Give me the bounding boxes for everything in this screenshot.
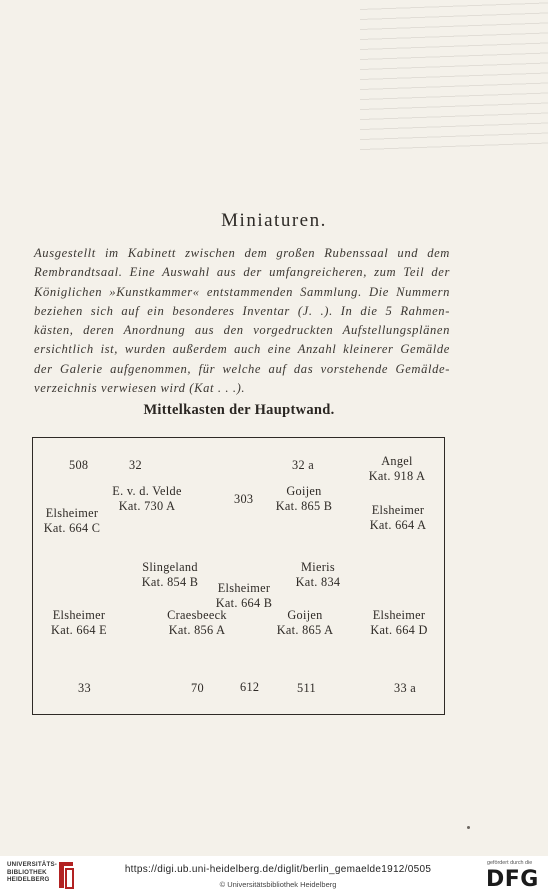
entry-508: 508 [69,458,89,472]
intro-paragraph [34,244,450,398]
intro-line: der Galerie aufgenommen, für welche auf das vorstehende Gemälde- [34,361,450,376]
section-heading: Mittelkasten der Hauptwand. [143,402,335,418]
entry-70: 70 [191,681,204,695]
entry-32a: 32 a [292,458,315,472]
copyright-notice: © Universitätsbibliothek Heidelberg [219,880,337,889]
entry-velde: E. v. d. Velde Kat. 730 A [112,484,182,513]
entry-goijen-865a: Goijen Kat. 865 A [276,608,334,637]
entry-elsheimer-664b: Elsheimer Kat. 664 B [215,581,273,610]
entry-33: 33 [78,681,91,695]
ink-speck [467,826,470,829]
entry-elsheimer-664d: Elsheimer Kat. 664 D [370,608,428,637]
library-logo-icon [56,860,76,895]
entry-elsheimer-664c: Elsheimer Kat. 664 C [43,506,101,535]
funder-note: gefördert durch die [487,860,533,866]
entry-slingeland: Slingeland Kat. 854 B [141,560,199,589]
intro-line: verzeichnis verwiesen wird (Kat . . .). [34,381,246,396]
entry-elsheimer-664e: Elsheimer Kat. 664 E [51,608,107,637]
entry-elsheimer-664a: Elsheimer Kat. 664 A [369,503,427,532]
entry-33a: 33 a [394,681,417,695]
entry-303: 303 [234,492,254,506]
page-title: Miniaturen. [221,210,327,231]
entry-angel: Angel Kat. 918 A [368,454,426,483]
dfg-logo: DFG [486,867,539,892]
viewer-footer [0,856,548,896]
show-through-texture [360,0,548,150]
entry-craesbeeck: Craesbeeck Kat. 856 A [167,608,227,637]
intro-line: Rembrandtsaal. Eine Auswahl aus der umfangreicheren, zum Teil der [34,265,450,280]
intro-line: ersichtlich ist, wurden außerdem auch eine Anzahl kleinerer Gemälde [34,342,450,357]
intro-line: beziehen sich auf ein besonderes Inventar (J. .). In die 5 Rahmen- [34,303,450,318]
entry-mieris: Mieris Kat. 834 [295,560,341,589]
entry-612: 612 [240,680,260,694]
intro-line: Königlichen »Kunstkammer« entstammenden Sammlung. Die Nummern [34,284,450,299]
display-case-layout [32,437,445,715]
entry-511: 511 [297,681,316,695]
intro-line: kästen, deren Anordnung aus den vorgedruckten Aufstellungsplänen [34,323,450,338]
entry-goijen-865b: Goijen Kat. 865 B [275,484,333,513]
permalink-url[interactable]: https://digi.ub.uni-heidelberg.de/diglit/berlin_gemaelde1912/0505 [124,864,432,875]
entry-32: 32 [129,458,142,472]
intro-line: Ausgestellt im Kabinett zwischen dem großen Rubenssaal und dem [34,246,450,260]
library-name: UNIVERSITÄTS- BIBLIOTHEK HEIDELBERG [7,861,58,884]
